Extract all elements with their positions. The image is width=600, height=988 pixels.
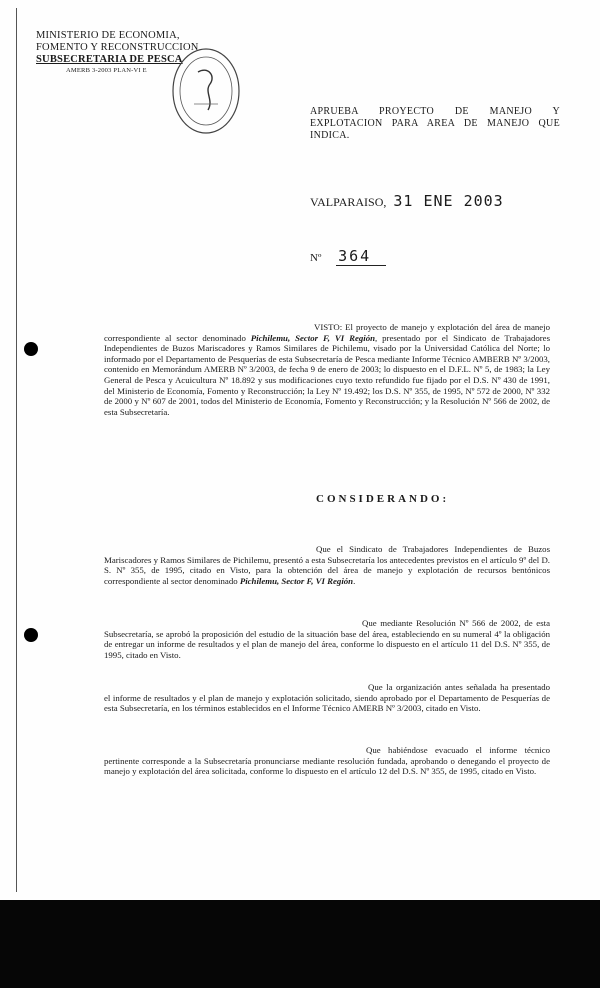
official-seal-stamp (168, 44, 244, 138)
binder-hole (24, 628, 38, 642)
place: VALPARAISO, (310, 195, 387, 209)
considerando-4: Que habiéndose evacuado el informe técnico pertinente corresponde a la Subsecretaría pronunciarse mediante resolución fundada, aprobando o denegando el proyecto de manejo y explotación del área solicitada, conforme lo dispuesto en el artículo 12 del D.S. Nº 355, de 1995, citado en Visto. (104, 745, 550, 777)
ministry-name-2: FOMENTO Y RECONSTRUCCION (36, 42, 199, 53)
date-stamp: 31 ENE 2003 (393, 192, 504, 210)
considerando-1: Que el Sindicato de Trabajadores Independientes de Buzos Mariscadores y Ramos Similares de Pichilemu, presentó a esta Subsecretaría los antecedentes previstos en el artículo 9º del D. S. Nº 355, de 1995, citado en Visto, para la obtención del área de manejo y explotación de recursos bentónicos correspondiente al sector denominado Pichilemu, Sector F, VI Región. (104, 544, 550, 586)
resolution-number-line (310, 247, 371, 265)
sector-name: Pichilemu, Sector F, VI Región (250, 332, 375, 343)
binder-hole (24, 342, 38, 356)
number-label: Nº (310, 252, 322, 264)
subsecretaria-name: SUBSECRETARIA DE PESCA (36, 54, 183, 65)
resolution-number: 364 (338, 247, 372, 265)
ministry-name: MINISTERIO DE ECONOMIA, (36, 30, 180, 41)
margin-line (16, 8, 17, 892)
place-date-line (310, 192, 504, 210)
considerando-3: Que la organización antes señalada ha presentado el informe de resultados y el plan de manejo y explotación solicitado, siendo aprobado por el Departamento de Pesquerías de esta Subsecretaría, en los términos establecidos en el Informe Técnico AMERB Nº 3/2003, citado en Visto. (104, 682, 550, 714)
considerando-2: Que mediante Resolución Nº 566 de 2002, de esta Subsecretaría, se aprobó la proposición del estudio de la situación base del área, estableciendo en su numeral 4º la obligación de entregar un informe de resultados y el plan de manejo del área, conforme lo dispuesto en el artículo 11 del D.S. Nº 355, de 1995, citado en Visto. (104, 618, 550, 660)
sector-name-2: Pichilemu, Sector F, VI Región (239, 575, 354, 586)
considerando-heading: CONSIDERANDO: (316, 493, 450, 505)
resolution-subject: APRUEBA PROYECTO DE MANEJO Y EXPLOTACION PARA AREA DE MANEJO QUE INDICA. (310, 106, 560, 141)
number-underline (336, 265, 386, 266)
scan-border (0, 900, 600, 988)
file-reference: AMERB 3-2003 PLAN-VI E (66, 67, 147, 74)
visto-paragraph: VISTO: El proyecto de manejo y explotación del área de manejo correspondiente al sector denominado Pichilemu, Sector F, VI Región, presentado por el Sindicato de Trabajadores Independientes de Buzos Mariscadores y Ramos Similares de Pichilemu, visado por la Universidad Católica del Norte; lo informado por el Departamento de Pesquerías de esta Subsecretaría de Pesca mediante Informe Técnico AMBERB Nº 3/2003, contenido en Memorándum AMERB Nº 3/2003, de fecha 9 de enero de 2003; lo dispuesto en el D.F.L. Nº 5, de 1983; la Ley General de Pesca y Acuicultura Nº 18.892 y sus modificaciones cuyo texto refundido fue fijado por el D.S. Nº 430 de 1991, del Ministerio de Economía, Fomento y Reconstrucción; la Ley Nº 19.492; los D.S. Nº 355, de 1995, Nº 572 de 2000, Nº 332 de 2000 y Nº 607 de 2001, todos del Ministerio de Economía, Fomento y Reconstrucción; y la Resolución Nº 566 de 2002, de esta Subsecretaría. (104, 322, 550, 417)
